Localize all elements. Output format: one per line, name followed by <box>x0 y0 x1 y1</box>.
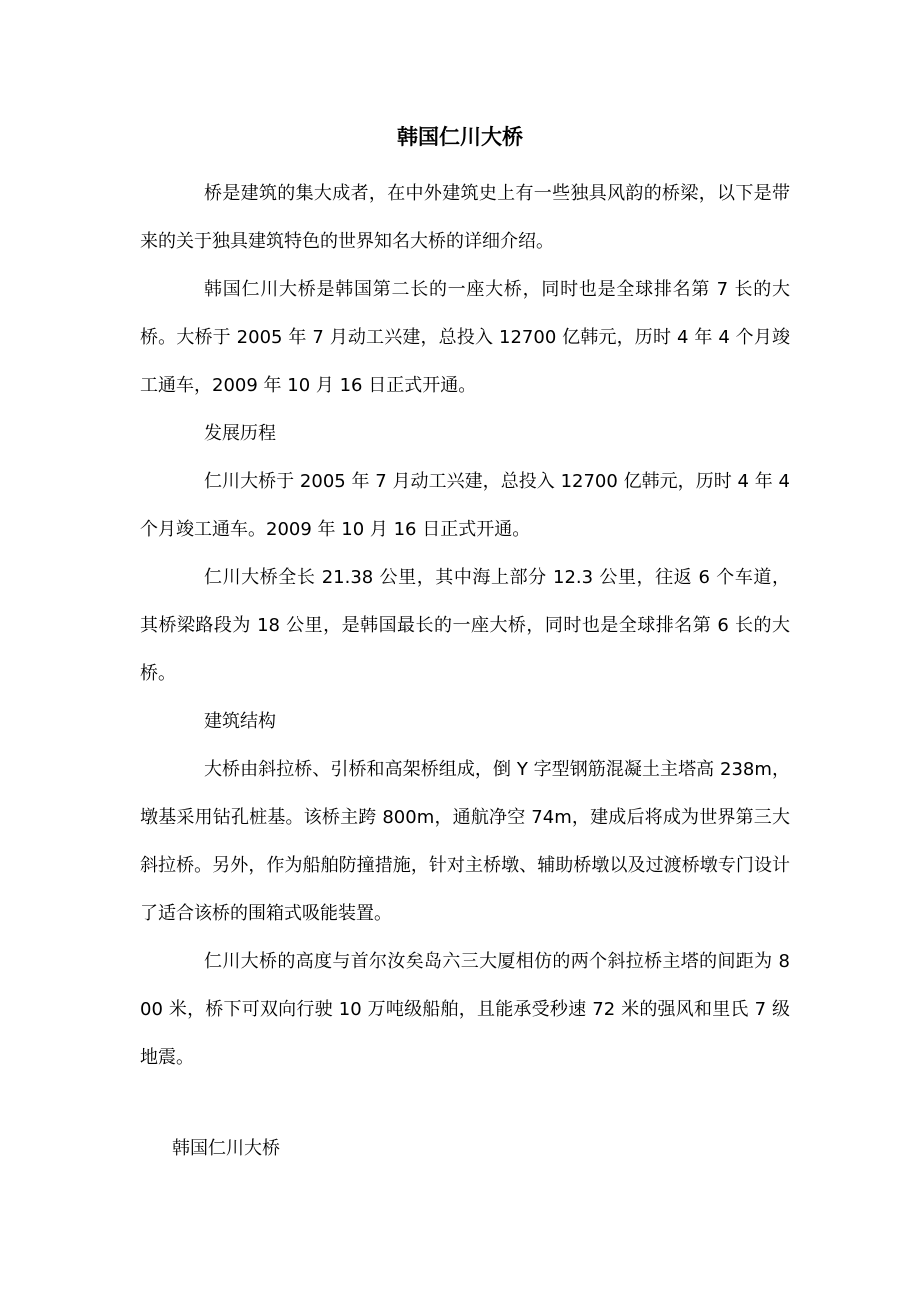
section-heading-structure: 建筑结构 <box>204 711 276 732</box>
document-title: 韩国仁川大桥 <box>397 125 523 149</box>
paragraph-structure: 大桥由斜拉桥、引桥和高架桥组成，倒 Y 字型钢筋混凝土主塔高 238m，墩基采用钻孔桩基。该桥主跨 800m，通航净空 74m，建成后将成为世界第三大斜拉桥。另外，作为船舶防撞措施，针对主桥墩、辅助桥墩以及过渡桥墩专门设计了适合该桥的围箱式吸能装置。 <box>140 759 790 924</box>
paragraph-overview: 韩国仁川大桥是韩国第二长的一座大桥，同时也是全球排名第 7 长的大桥。大桥于 2005 年 7 月动工兴建，总投入 12700 亿韩元，历时 4 年 4 个月竣工通车，2009 年 10 月 16 日正式开通。 <box>140 279 790 396</box>
document-body <box>140 170 790 1082</box>
paragraph-history: 仁川大桥于 2005 年 7 月动工兴建，总投入 12700 亿韩元，历时 4 年 4 个月竣工通车。2009 年 10 月 16 日正式开通。 <box>140 471 790 540</box>
paragraph-length: 仁川大桥全长 21.38 公里，其中海上部分 12.3 公里，往返 6 个车道，其桥梁路段为 18 公里，是韩国最长的一座大桥，同时也是全球排名第 6 长的大桥。 <box>140 567 790 684</box>
image-caption: 韩国仁川大桥 <box>172 1138 280 1159</box>
paragraph-height: 仁川大桥的高度与首尔汝矣岛六三大厦相仿的两个斜拉桥主塔的间距为 800 米，桥下可双向行驶 10 万吨级船舶，且能承受秒速 72 米的强风和里氏 7 级地震。 <box>140 951 790 1068</box>
section-heading-history: 发展历程 <box>204 423 276 444</box>
paragraph-intro: 桥是建筑的集大成者，在中外建筑史上有一些独具风韵的桥梁，以下是带来的关于独具建筑特色的世界知名大桥的详细介绍。 <box>140 183 790 252</box>
